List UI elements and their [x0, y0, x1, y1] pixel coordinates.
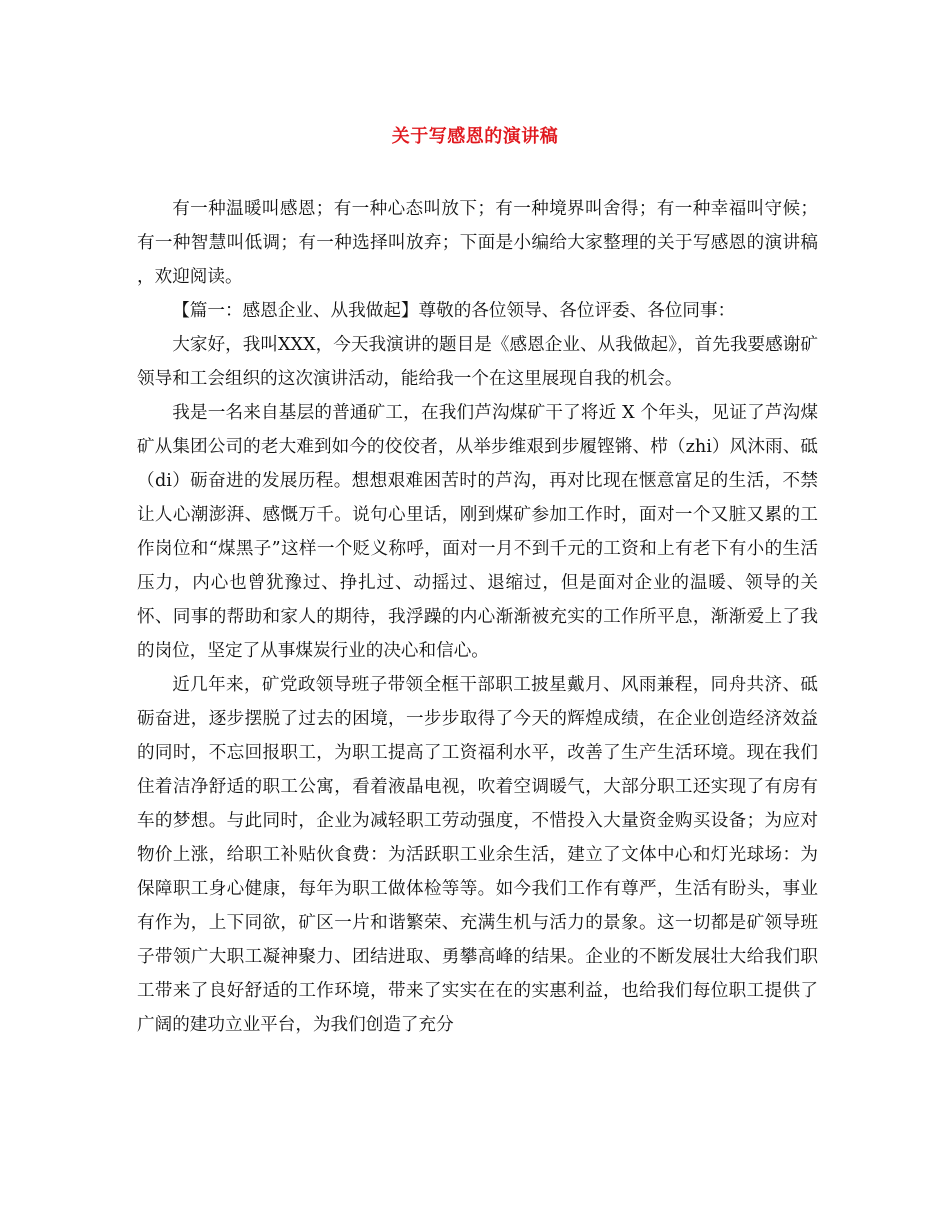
- greeting-paragraph: 大家好，我叫XXX，今天我演讲的题目是《感恩企业、从我做起》，首先我要感谢矿领导和工会组织的这次演讲活动，能给我一个在这里展现自我的机会。: [137, 335, 818, 389]
- body-paragraph: 近几年来，矿党政领导班子带领全框干部职工披星戴月、风雨兼程，同舟共济、砥砺奋进，逐步摆脱了过去的困境，一步步取得了今天的辉煌成绩，在企业创造经济效益的同时，不忘回报职工，为职工提高了工资福利水平，改善了生产生活环境。现在我们住着洁净舒适的职工公寓，看着液晶电视，吹着空调暖气，大部分职工还实现了有房有车的梦想。与此同时，企业为减轻职工劳动强度，不惜投入大量资金购买设备；为应对物价上涨，给职工补贴伙食费：为活跃职工业余生活，建立了文体中心和灯光球场：为保障职工身心健康，每年为职工做体检等等。如今我们工作有尊严，生活有盼头，事业有作为，上下同欲，矿区一片和谐繁荣、充满生机与活力的景象。这一切都是矿领导班子带领广大职工凝神聚力、团结进取、勇攀高峰的结果。企业的不断发展壮大给我们职工带来了良好舒适的工作环境，带来了实实在在的实惠利益，也给我们每位职工提供了广阔的建功立业平台，为我们创造了充分: [137, 675, 818, 1035]
- intro-paragraph: 有一种温暖叫感恩；有一种心态叫放下；有一种境界叫舍得；有一种幸福叫守候；有一种智慧叫低调；有一种选择叫放弃；下面是小编给大家整理的关于写感恩的演讲稿 ，欢迎阅读。: [137, 199, 818, 287]
- document-title: 关于写感恩的演讲稿: [391, 126, 559, 147]
- section-heading-paragraph: 【篇一：感恩企业、从我做起】尊敬的各位领导、各位评委、各位同事：: [172, 301, 736, 321]
- document-body: [137, 192, 818, 1042]
- body-paragraph: 我是一名来自基层的普通矿工，在我们芦沟煤矿干了将近 X 个年头，见证了芦沟煤矿从集团公司的老大难到如今的佼佼者，从举步维艰到步履铿锵、栉（zhi）风沐雨、砥（di）砺奋进的发展历程。想想艰难困苦时的芦沟，再对比现在惬意富足的生活，不禁让人心潮澎湃、感慨万千。说句心里话，刚到煤矿参加工作时，面对一个又脏又累的工作岗位和“煤黑子”这样一个贬义称呼，面对一月不到千元的工资和上有老下有小的生活压力，内心也曾犹豫过、挣扎过、动摇过、退缩过，但是面对企业的温暖、领导的关怀、同事的帮助和家人的期待，我浮躁的内心渐渐被充实的工作所平息，渐渐爱上了我的岗位，坚定了从事煤炭行业的决心和信心。: [137, 403, 818, 661]
